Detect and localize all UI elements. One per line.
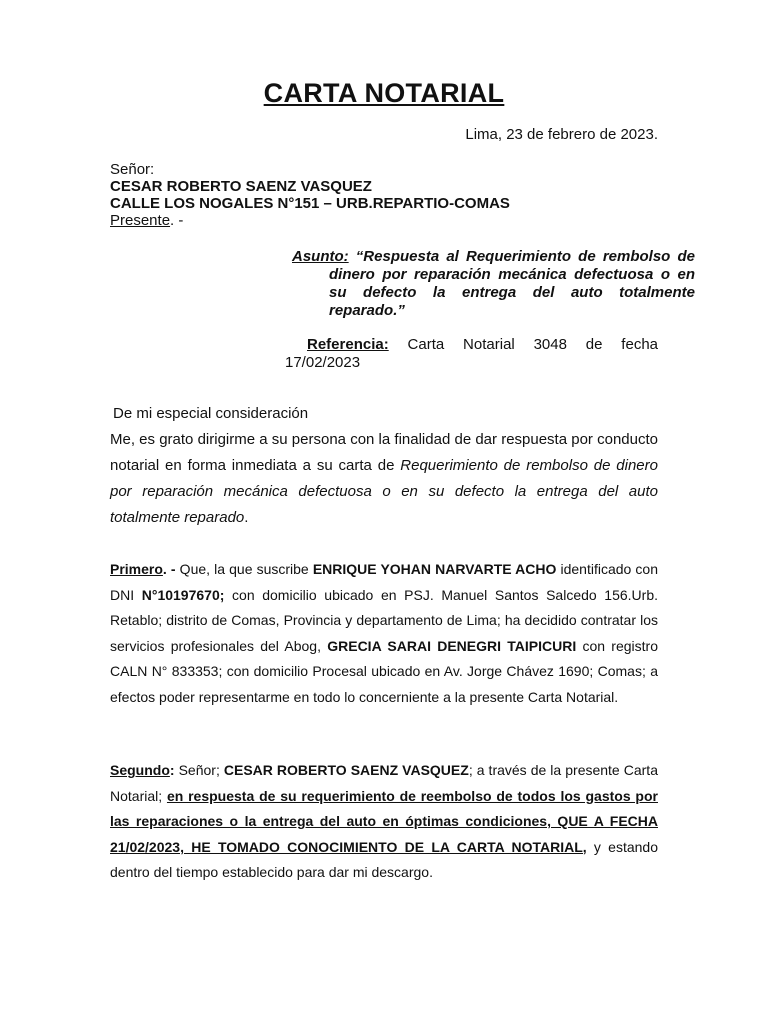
intro-text-1: Me, es grato dirigirme a su persona con la finalidad de dar respuesta por conducto notarial en forma inmediata a su carta de — [110, 431, 658, 474]
primero-dni: N°10197670; — [141, 586, 225, 603]
asunto-label: Asunto: — [292, 248, 349, 265]
primero-dash: . - — [162, 561, 176, 577]
segundo-label: Segundo — [110, 762, 170, 778]
presente-label: Presente — [110, 212, 171, 229]
intro-italic-text: Requerimiento de rembolso de dinero por reparación mecánica defectuosa o en su defecto la entrega del auto totalmente reparado — [110, 457, 658, 526]
primero-lawyer-name: GRECIA SARAI DENEGRI TAIPICURI — [327, 637, 577, 654]
primero-text-3: con domicilio ubicado en PSJ. Manuel Santos Salcedo 156.Urb. Retablo; distrito de Comas, Provincia y departamento de Lima; ha decidido contratar los servicios profesionales del Abog, — [110, 586, 658, 654]
segundo-text-3: y estando dentro del tiempo establecido para dar mi descargo. — [110, 838, 658, 880]
segundo-recipient-name: CESAR ROBERTO SAENZ VASQUEZ — [223, 762, 469, 778]
intro-text-2: . — [244, 509, 249, 526]
primero-signer-name: ENRIQUE YOHAN NARVARTE ACHO — [312, 561, 557, 577]
document-title: CARTA NOTARIAL — [263, 78, 505, 108]
document-date: Lima, 23 de febrero de 2023. — [465, 126, 658, 143]
segundo-text-1: Señor; — [174, 762, 224, 778]
recipient-block — [110, 161, 510, 229]
segundo-underlined-text: en respuesta de su requerimiento de reembolso de todos los gastos por las reparaciones o la entrega del auto en óptimas condiciones, QUE A FECHA 21/02/2023, HE TOMADO CONOCIMIENTO DE LA CARTA NOTARIAL, — [110, 787, 658, 855]
referencia-text: Carta Notarial 3048 de fecha 17/02/2023 — [285, 336, 658, 371]
primero-text-4: con registro CALN N° 833353; con domicilio Procesal ubicado en Av. Jorge Chávez 1690; Comas; a efectos poder representarme en todo lo concerniente a la presente Carta Notarial. — [110, 637, 658, 705]
intro-paragraph — [110, 427, 658, 531]
primero-paragraph — [110, 557, 658, 710]
primero-text-2: identificado con DNI — [110, 561, 658, 603]
presente-suffix: . - — [170, 212, 184, 229]
asunto-text: “Respuesta al Requerimiento de rembolso de dinero por reparación mecánica defectuosa o en su defecto la entrega del auto totalmente reparado.” — [329, 248, 695, 319]
primero-text-1: Que, la que suscribe — [175, 561, 313, 577]
asunto-block — [292, 248, 695, 320]
segundo-text-2: ; a través de la presente Carta Notarial; — [110, 762, 658, 804]
presente-line — [110, 212, 510, 229]
referencia-block — [285, 336, 658, 372]
recipient-salutation: Señor: — [110, 161, 155, 178]
referencia-label: Referencia: — [307, 336, 389, 353]
recipient-name: CESAR ROBERTO SAENZ VASQUEZ — [110, 178, 372, 195]
recipient-address: CALLE LOS NOGALES N°151 – URB.REPARTIO-COMAS — [110, 195, 510, 212]
segundo-paragraph — [110, 758, 658, 886]
segundo-colon: : — [169, 762, 175, 778]
greeting: De mi especial consideración — [113, 405, 309, 422]
primero-label: Primero — [110, 561, 163, 577]
